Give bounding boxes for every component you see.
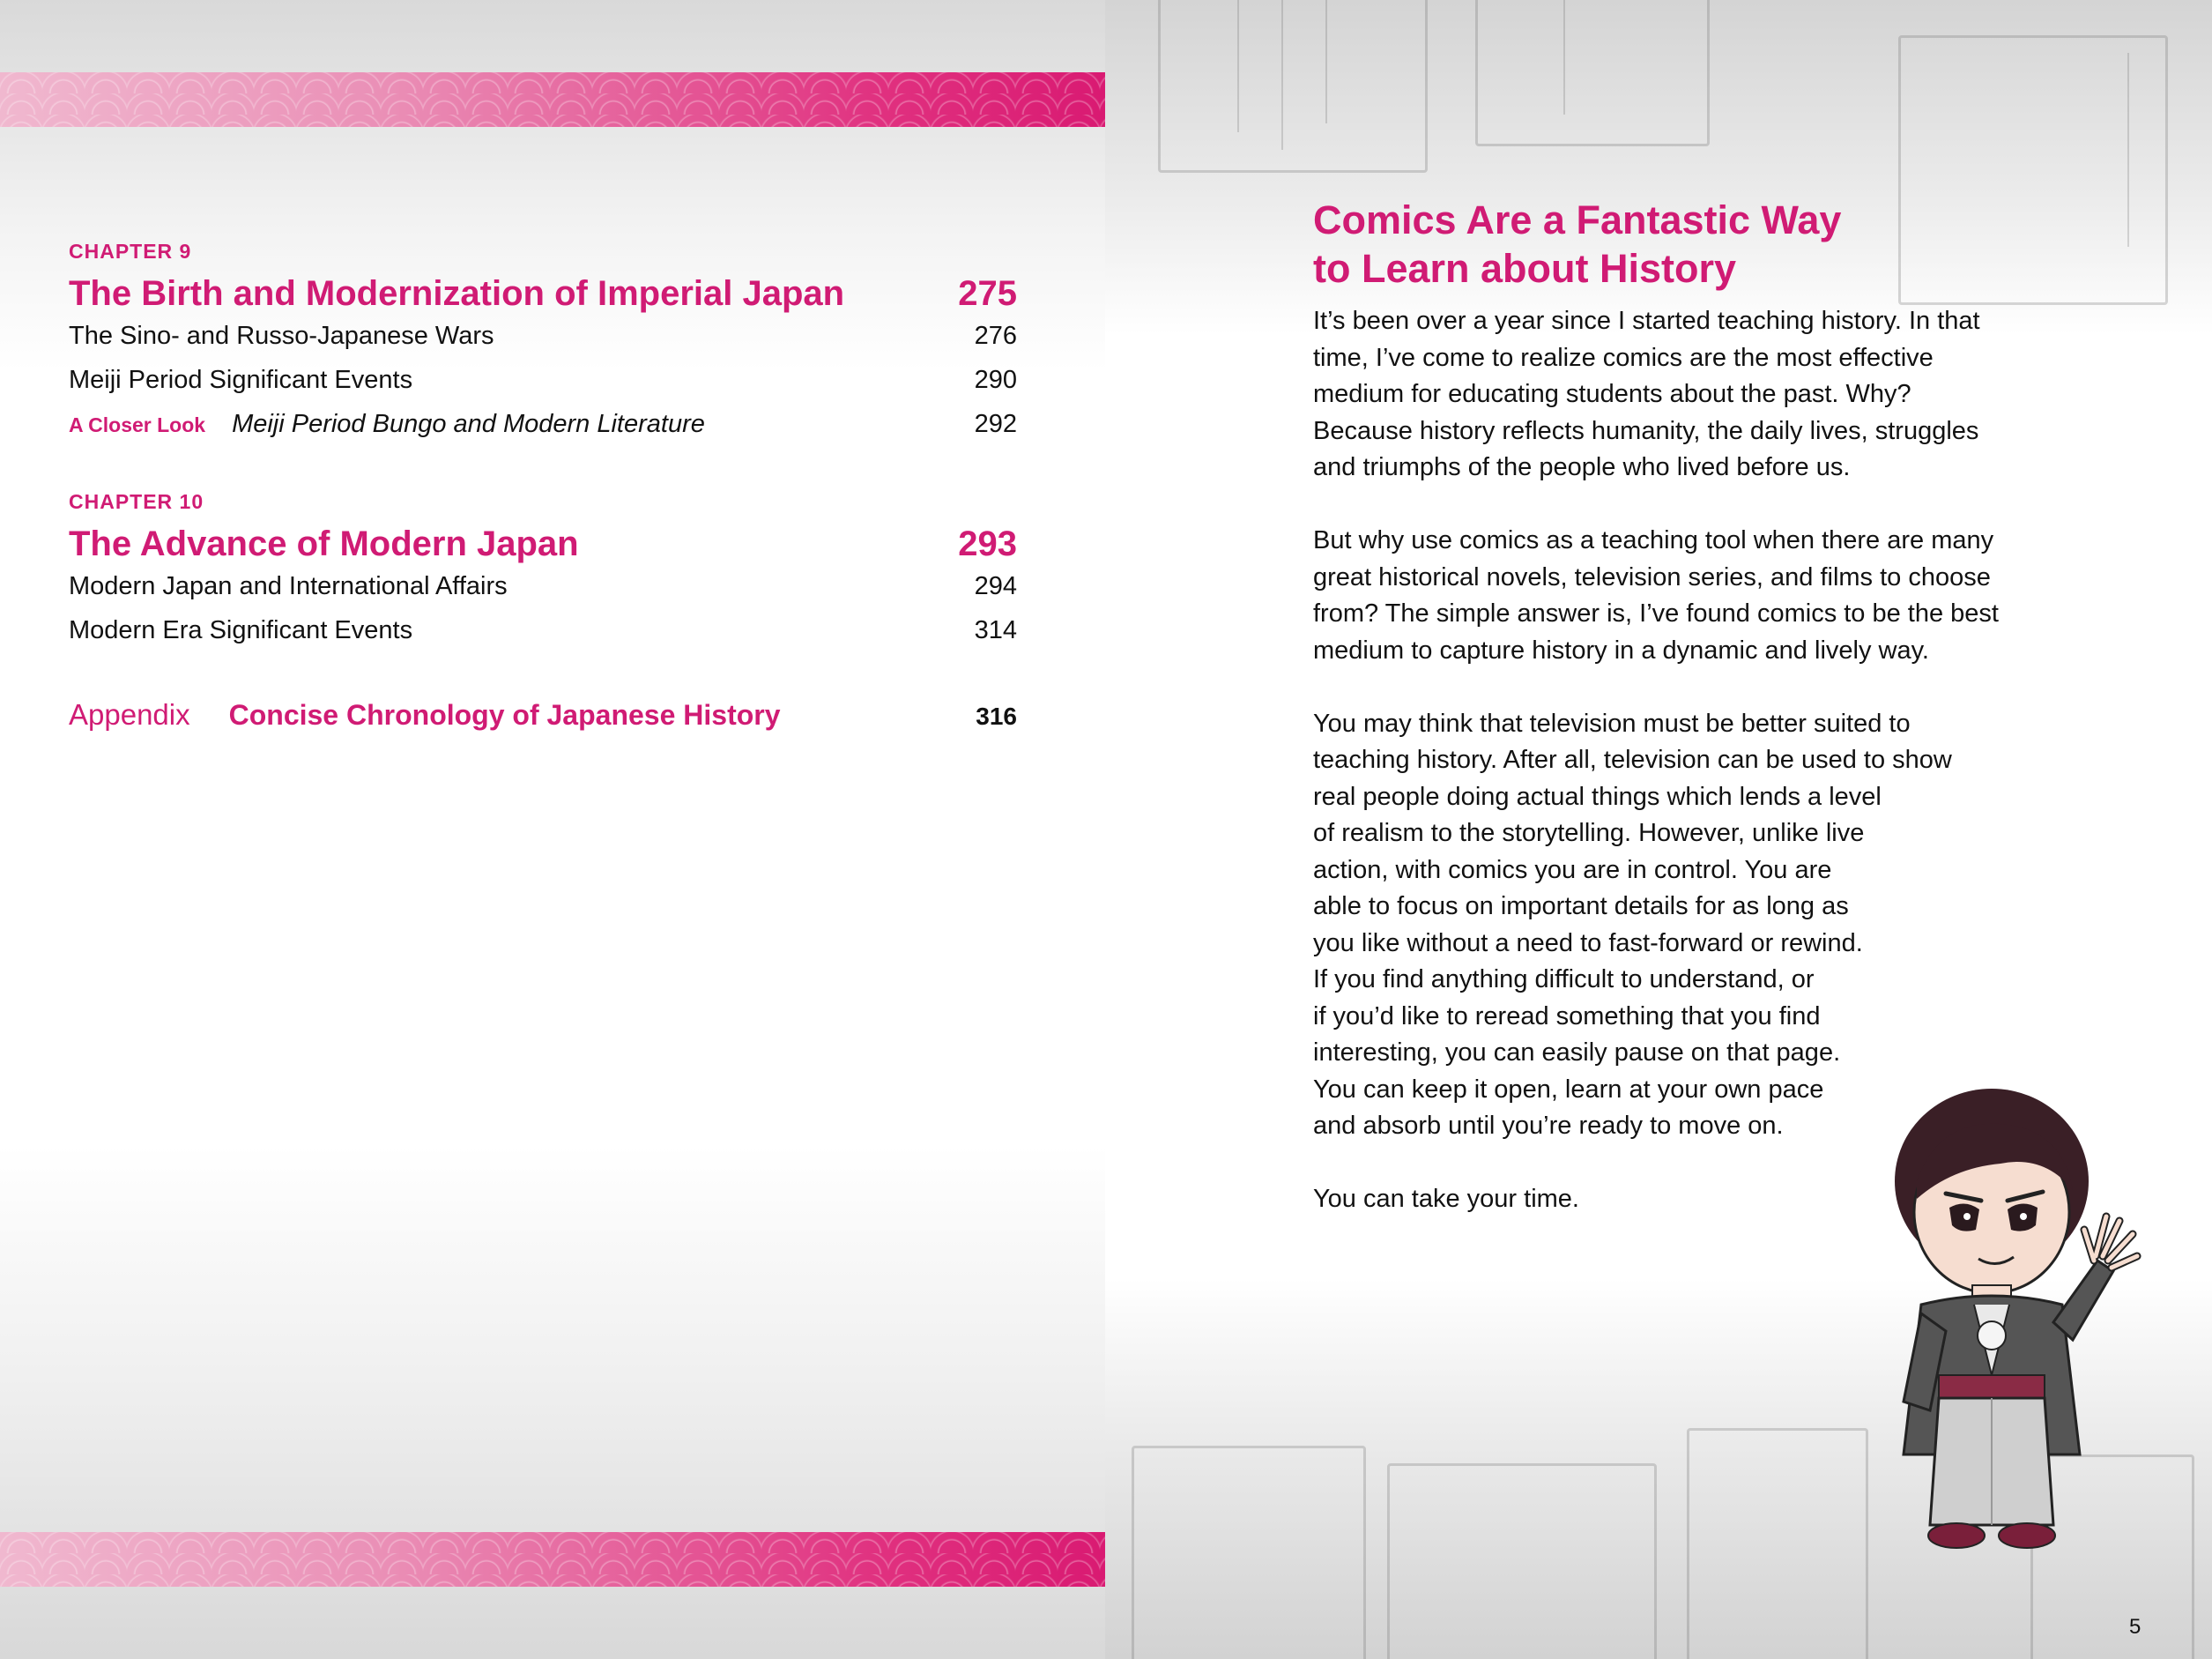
chapter-10-section [69, 490, 1017, 652]
closer-look-entry[interactable] [69, 402, 1017, 446]
chapter-page: 275 [958, 274, 1017, 313]
manga-panel-sketch [1132, 1446, 1366, 1659]
manga-text-column [1563, 0, 1565, 115]
manga-text-column [1281, 0, 1283, 150]
chapter-title-row[interactable] [69, 274, 1017, 314]
toc-entry-page: 292 [974, 410, 1017, 438]
chibi-teacher-illustration [1868, 1084, 2141, 1578]
manga-panel-sketch [1387, 1463, 1657, 1659]
manga-text-column [1325, 0, 1327, 123]
essay-title-line: Comics Are a Fantastic Way [1313, 197, 1842, 242]
toc-entry[interactable] [69, 564, 1017, 608]
manga-panel-sketch [1687, 1428, 1868, 1659]
manga-panel-sketch [1158, 0, 1428, 173]
chapter-title-row[interactable] [69, 524, 1017, 564]
chapter-page: 293 [958, 524, 1017, 563]
chapter-title: The Birth and Modernization of Imperial Japan [69, 274, 845, 313]
toc-entry-title: Modern Era Significant Events [69, 616, 413, 644]
toc-entry-title: Modern Japan and International Affairs [69, 572, 508, 600]
chapter-title: The Advance of Modern Japan [69, 524, 579, 563]
bottom-pattern-band [0, 1532, 1105, 1587]
essay-title-line: to Learn about History [1313, 246, 1737, 291]
appendix-title: Concise Chronology of Japanese History [228, 699, 781, 731]
manga-text-column [1237, 0, 1239, 132]
left-page [0, 0, 1105, 1659]
toc-entry[interactable] [69, 314, 1017, 358]
essay-paragraph: You can take your time. [1313, 1185, 1579, 1213]
top-pattern-band [0, 72, 1105, 127]
appendix-page: 316 [976, 703, 1017, 730]
toc-entry-page: 276 [974, 322, 1017, 350]
chapter-label: CHAPTER 10 [69, 490, 204, 513]
toc-entry-title: The Sino- and Russo-Japanese Wars [69, 322, 494, 350]
chapter-9-section [69, 240, 1017, 446]
essay-paragraph: It’s been over a year since I started teaching history. In that time, I’ve come to realize comics are the most effective medium for educating students about the past. Why? Because history reflects humanity, the daily lives, struggles and triumphs of the people who lived before us. [1313, 307, 1980, 481]
toc-entry-page: 294 [974, 572, 1017, 600]
page-number: 5 [2129, 1615, 2141, 1639]
toc-entry-title: Meiji Period Significant Events [69, 366, 413, 394]
toc-entry-page: 290 [974, 366, 1017, 394]
closer-look-label: A Closer Look [69, 413, 206, 436]
toc-entry[interactable] [69, 608, 1017, 652]
essay-paragraph: You may think that television must be better suited to teaching history. After all, television can be used to show real people doing actual things which lends a level of realism to the storytelling. However, unlike live action, with comics you are in control. You are able to focus on important details for as long as you like without a need to fast-forward or rewind. If you find anything difficult to understand, or if you’d like to reread something that you find interesting, you can easily pause on that page. You can keep it open, learn at your own pace and absorb until you’re ready to move on. [1313, 709, 1952, 1140]
essay-title [1313, 196, 2071, 293]
closer-look-title: Meiji Period Bungo and Modern Literature [232, 410, 705, 438]
essay-paragraph: But why use comics as a teaching tool when there are many great historical novels, television series, and films to choose from? The simple answer is, I’ve found comics to be the best medium to capture history in a dynamic and lively way. [1313, 526, 1999, 665]
appendix-label: Appendix [69, 698, 190, 731]
manga-panel-sketch [1475, 0, 1710, 146]
toc-entry[interactable] [69, 358, 1017, 402]
appendix-entry[interactable] [69, 698, 1017, 732]
manga-text-column [2127, 53, 2129, 247]
chapter-label: CHAPTER 9 [69, 240, 192, 263]
toc-entry-page: 314 [974, 616, 1017, 644]
